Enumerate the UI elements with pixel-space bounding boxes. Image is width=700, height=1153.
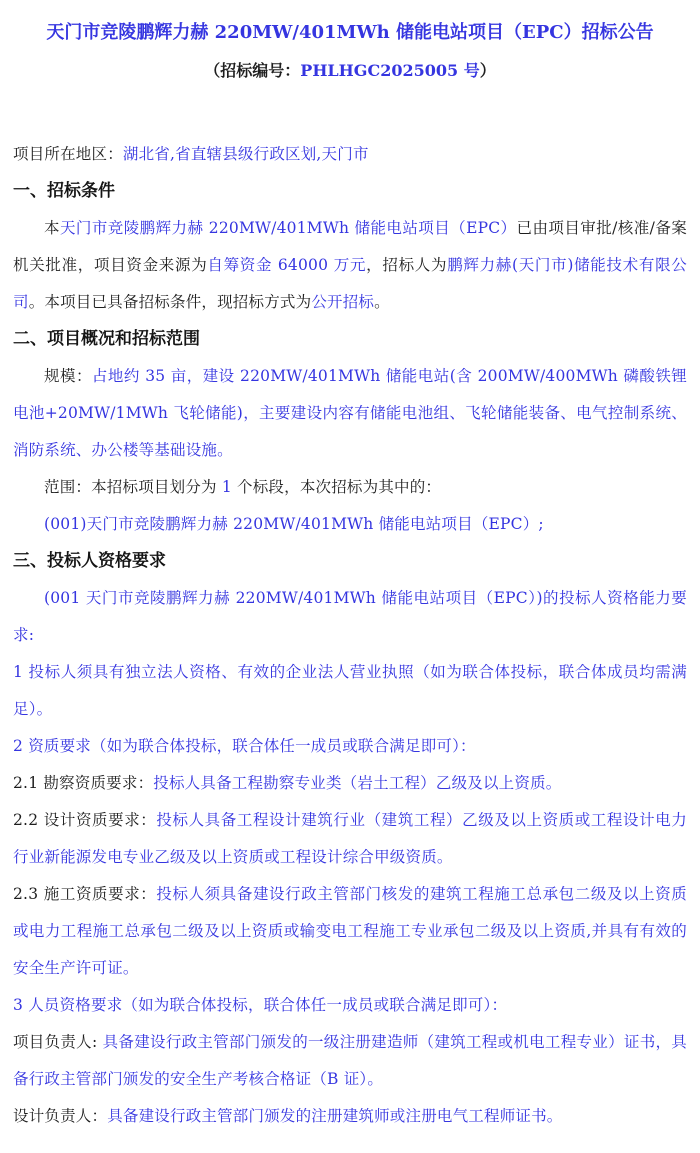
- text-segment: 。本项目已具备招标条件，现招标方式为: [28, 293, 312, 311]
- qualification-intro-line: [13, 580, 687, 654]
- project-manager-requirement-line: [13, 1024, 687, 1098]
- requirement-2-line: [13, 728, 687, 765]
- tender-range-line: [13, 469, 687, 506]
- project-scale-paragraph: [13, 358, 687, 469]
- text-segment: 2.2 设计资质要求：: [13, 811, 157, 829]
- text-segment: 占地约 35 亩，建设 220MW/401MWh 储能电站(含 200MW/400MWh 磷酸铁锂电池+20MW/1MWh 飞轮储能)，主要建设内容有储能电池组、飞轮储能装备、电气控制系统、消防系统、办公楼等基础设施。: [13, 367, 687, 459]
- text-segment: 已由项目审批/核准/备案机关批准，项目资金来源为: [13, 219, 687, 274]
- text-segment: 范围：本招标项目划分为: [44, 478, 222, 496]
- text-segment: 2.3 施工资质要求：: [13, 885, 157, 903]
- tender-number-code: PHLHGC2025005 号: [300, 61, 480, 80]
- text-segment: 自筹资金 64000 万元: [207, 256, 367, 274]
- text-segment: 设计负责人：: [13, 1107, 108, 1125]
- text-segment: 鹏辉力赫(天门市)储能技术有限公司: [13, 256, 687, 311]
- text-segment: 2.1 勘察资质要求：: [13, 774, 154, 792]
- section-1-paragraph: [13, 210, 687, 321]
- tender-number-line: [13, 58, 687, 84]
- text-segment: 个标段，本次招标为其中的：: [231, 478, 442, 496]
- text-segment: (001 天门市竞陵鹏辉力赫 220MW/401MWh 储能电站项目（EPC）)的投标人资格能力要求:: [13, 589, 687, 644]
- text-segment: 1 投标人须具有独立法人资格、有效的企业法人营业执照（如为联合体投标，联合体成员均需满足）。: [13, 663, 687, 718]
- tender-number-suffix: ）: [479, 61, 496, 80]
- section-2-heading: 二、项目概况和招标范围: [13, 329, 200, 349]
- lot-001-line: [13, 506, 687, 543]
- text-segment: 具备建设行政主管部门颁发的注册建筑师或注册电气工程师证书。: [107, 1107, 563, 1125]
- requirement-2-1-line: [13, 765, 687, 802]
- text-segment: 公开招标: [311, 293, 375, 311]
- text-segment: 项目所在地区：: [13, 145, 123, 163]
- text-segment: 。: [374, 293, 390, 311]
- tender-number-prefix: （招标编号：: [204, 61, 301, 80]
- text-segment: 项目负责人:: [13, 1033, 103, 1051]
- section-3-heading: 三、投标人资格要求: [13, 551, 166, 571]
- text-segment: 天门市竞陵鹏辉力赫 220MW/401MWh 储能电站项目（EPC）: [59, 219, 517, 237]
- project-location-line: [13, 136, 687, 173]
- text-segment: ，招标人为: [366, 256, 448, 274]
- requirement-2-3-line: [13, 876, 687, 987]
- requirement-3-line: [13, 987, 687, 1024]
- text-segment: 规模：: [44, 367, 92, 385]
- text-segment: 具备建设行政主管部门颁发的一级注册建造师（建筑工程或机电工程专业）证书，具备行政主管部门颁发的安全生产考核合格证（B 证）。: [13, 1033, 687, 1088]
- section-1-heading: 一、招标条件: [13, 181, 115, 201]
- text-segment: 投标人具备工程勘察专业类（岩土工程）乙级及以上资质。: [153, 774, 562, 792]
- text-segment: 2 资质要求（如为联合体投标，联合体任一成员或联合满足即可）：: [13, 737, 476, 755]
- text-segment: 3 人员资格要求（如为联合体投标，联合体任一成员或联合满足即可）：: [13, 996, 508, 1014]
- text-segment: (001)天门市竞陵鹏辉力赫 220MW/401MWh 储能电站项目（EPC）;: [44, 515, 544, 533]
- text-segment: 湖北省,省直辖县级行政区划,天门市: [122, 145, 369, 163]
- text-segment: 投标人须具备建设行政主管部门核发的建筑工程施工总承包二级及以上资质或电力工程施工总承包二级及以上资质或输变电工程施工专业承包二级及以上资质,并具有有效的安全生产许可证。: [13, 885, 687, 977]
- design-lead-requirement-line: [13, 1098, 687, 1135]
- requirement-2-2-line: [13, 802, 687, 876]
- text-segment: 1: [221, 478, 232, 496]
- requirement-1-line: [13, 654, 687, 728]
- text-segment: 投标人具备工程设计建筑行业（建筑工程）乙级及以上资质或工程设计电力行业新能源发电专业乙级及以上资质或工程设计综合甲级资质。: [13, 811, 687, 866]
- page-title: 天门市竞陵鹏辉力赫 220MW/401MWh 储能电站项目（EPC）招标公告: [46, 22, 654, 43]
- text-segment: 本: [44, 219, 60, 237]
